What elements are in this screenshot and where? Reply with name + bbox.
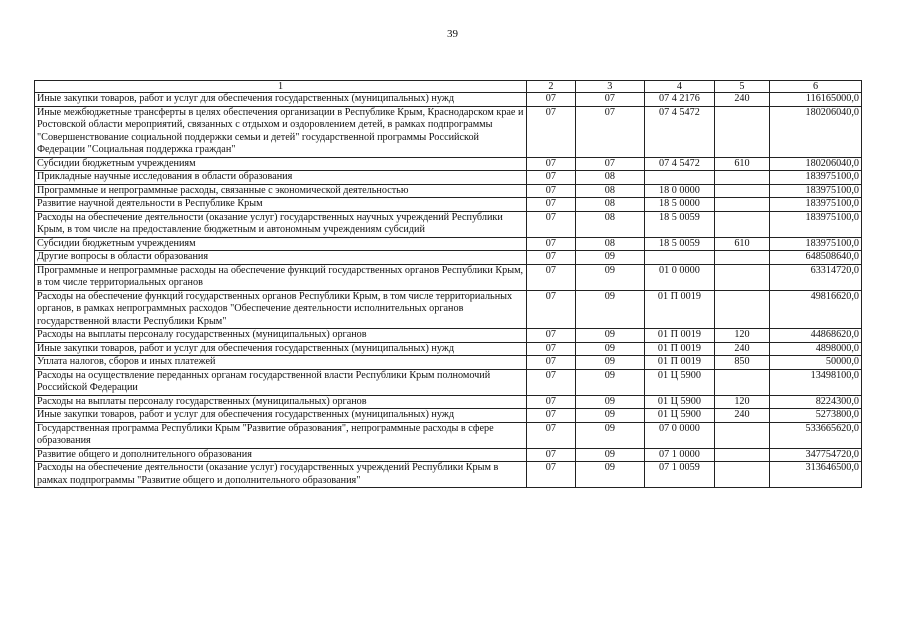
row-section-cell: 07 [527,157,575,171]
table-row [35,93,862,107]
row-expense-type-cell [714,369,769,395]
table-row [35,329,862,343]
row-expense-type-cell: 120 [714,329,769,343]
row-target-code-cell: 01 П 0019 [645,290,715,329]
row-expense-type-cell: 610 [714,237,769,251]
row-target-code-cell [645,251,715,265]
row-section-cell: 07 [527,448,575,462]
row-expense-type-cell [714,198,769,212]
row-target-code-cell: 01 Ц 5900 [645,369,715,395]
row-target-code-cell: 18 5 0059 [645,237,715,251]
row-section-cell: 07 [527,184,575,198]
row-name-cell: Прикладные научные исследования в области образования [35,171,527,185]
row-amount-cell: 5273800,0 [770,409,862,423]
header-cell: 3 [575,81,645,93]
table-row [35,198,862,212]
row-target-code-cell: 01 П 0019 [645,356,715,370]
row-expense-type-cell [714,462,769,488]
row-name-cell: Расходы на выплаты персоналу государственных (муниципальных) органов [35,329,527,343]
row-name-cell: Программные и непрограммные расходы, связанные с экономической деятельностью [35,184,527,198]
row-target-code-cell: 01 П 0019 [645,342,715,356]
row-section-cell: 07 [527,409,575,423]
row-amount-cell: 183975100,0 [770,184,862,198]
budget-table [34,80,862,488]
table-row [35,237,862,251]
table-row [35,184,862,198]
row-subsection-cell: 08 [575,198,645,212]
row-subsection-cell: 09 [575,422,645,448]
row-subsection-cell: 09 [575,395,645,409]
row-amount-cell: 4898000,0 [770,342,862,356]
row-section-cell: 07 [527,237,575,251]
row-expense-type-cell [714,211,769,237]
row-name-cell: Субсидии бюджетным учреждениям [35,157,527,171]
row-target-code-cell: 18 0 0000 [645,184,715,198]
row-subsection-cell: 08 [575,171,645,185]
row-name-cell: Расходы на обеспечение функций государственных органов Республики Крым, в том числе территориальных органов, в рамках непрограммных расходов "Обеспечение деятельности исполнительных органов государственной власти Республики Крым" [35,290,527,329]
row-target-code-cell: 01 Ц 5900 [645,395,715,409]
row-subsection-cell: 09 [575,369,645,395]
row-amount-cell: 180206040,0 [770,106,862,157]
row-section-cell: 07 [527,290,575,329]
row-name-cell: Расходы на обеспечение деятельности (оказание услуг) государственных научных учреждений Республики Крым, в том числе на предоставление бюджетным и автономным учреждениям субсидий [35,211,527,237]
row-name-cell: Уплата налогов, сборов и иных платежей [35,356,527,370]
row-expense-type-cell [714,184,769,198]
table-row [35,157,862,171]
row-expense-type-cell [714,422,769,448]
row-section-cell: 07 [527,369,575,395]
header-cell: 2 [527,81,575,93]
row-expense-type-cell [714,106,769,157]
table-row [35,409,862,423]
row-section-cell: 07 [527,422,575,448]
row-name-cell: Другие вопросы в области образования [35,251,527,265]
row-name-cell: Развитие научной деятельности в Республике Крым [35,198,527,212]
table-row [35,395,862,409]
row-amount-cell: 116165000,0 [770,93,862,107]
row-amount-cell: 63314720,0 [770,264,862,290]
table-row [35,251,862,265]
row-target-code-cell: 07 1 0059 [645,462,715,488]
row-section-cell: 07 [527,462,575,488]
row-section-cell: 07 [527,93,575,107]
row-name-cell: Иные межбюджетные трансферты в целях обеспечения организации в Республике Крым, Краснодарском крае и Ростовской области мероприятий, связанных с отдыхом и оздоровлением детей, в рамках подпрограммы "Совершенствование социальной поддержки семьи и детей" государственной программы Российской Федерации "Социальная поддержка граждан" [35,106,527,157]
row-name-cell: Иные закупки товаров, работ и услуг для обеспечения государственных (муниципальных) нужд [35,409,527,423]
row-amount-cell: 313646500,0 [770,462,862,488]
row-expense-type-cell [714,171,769,185]
row-name-cell: Развитие общего и дополнительного образования [35,448,527,462]
row-amount-cell: 183975100,0 [770,171,862,185]
row-name-cell: Иные закупки товаров, работ и услуг для обеспечения государственных (муниципальных) нужд [35,342,527,356]
row-target-code-cell: 07 4 2176 [645,93,715,107]
page-number: 39 [447,28,458,40]
row-amount-cell: 8224300,0 [770,395,862,409]
row-name-cell: Субсидии бюджетным учреждениям [35,237,527,251]
row-subsection-cell: 09 [575,290,645,329]
row-name-cell: Иные закупки товаров, работ и услуг для обеспечения государственных (муниципальных) нужд [35,93,527,107]
row-section-cell: 07 [527,251,575,265]
table-row [35,171,862,185]
row-subsection-cell: 09 [575,329,645,343]
row-target-code-cell: 18 5 0000 [645,198,715,212]
row-subsection-cell: 08 [575,237,645,251]
row-amount-cell: 50000,0 [770,356,862,370]
row-expense-type-cell [714,264,769,290]
row-amount-cell: 49816620,0 [770,290,862,329]
row-amount-cell: 183975100,0 [770,237,862,251]
table-row [35,264,862,290]
row-expense-type-cell: 610 [714,157,769,171]
row-subsection-cell: 09 [575,356,645,370]
table-row [35,342,862,356]
row-target-code-cell: 01 П 0019 [645,329,715,343]
row-subsection-cell: 09 [575,342,645,356]
row-subsection-cell: 07 [575,157,645,171]
row-subsection-cell: 09 [575,462,645,488]
table-row [35,422,862,448]
row-expense-type-cell: 120 [714,395,769,409]
row-subsection-cell: 09 [575,409,645,423]
row-section-cell: 07 [527,395,575,409]
row-target-code-cell: 07 1 0000 [645,448,715,462]
row-subsection-cell: 07 [575,106,645,157]
header-cell: 6 [770,81,862,93]
row-section-cell: 07 [527,264,575,290]
row-expense-type-cell [714,251,769,265]
row-amount-cell: 347754720,0 [770,448,862,462]
row-amount-cell: 533665620,0 [770,422,862,448]
row-subsection-cell: 09 [575,251,645,265]
row-section-cell: 07 [527,211,575,237]
row-section-cell: 07 [527,171,575,185]
row-subsection-cell: 09 [575,264,645,290]
row-target-code-cell: 01 0 0000 [645,264,715,290]
row-target-code-cell: 18 5 0059 [645,211,715,237]
row-amount-cell: 648508640,0 [770,251,862,265]
row-name-cell: Расходы на осуществление переданных органам государственной власти Республики Крым полномочий Российской Федерации [35,369,527,395]
row-name-cell: Государственная программа Республики Крым "Развитие образования", непрограммные расходы в сфере образования [35,422,527,448]
row-expense-type-cell: 850 [714,356,769,370]
row-section-cell: 07 [527,356,575,370]
row-name-cell: Программные и непрограммные расходы на обеспечение функций государственных органов Республики Крым, в том числе территориальных органов [35,264,527,290]
row-amount-cell: 44868620,0 [770,329,862,343]
table-row [35,211,862,237]
row-section-cell: 07 [527,106,575,157]
row-expense-type-cell [714,448,769,462]
table-row [35,290,862,329]
row-amount-cell: 183975100,0 [770,211,862,237]
table-row [35,369,862,395]
row-subsection-cell: 09 [575,448,645,462]
row-subsection-cell: 07 [575,93,645,107]
row-expense-type-cell: 240 [714,93,769,107]
row-name-cell: Расходы на обеспечение деятельности (оказание услуг) государственных учреждений Республики Крым в рамках подпрограммы "Развитие общего и дополнительного образования" [35,462,527,488]
table-header-row [35,81,862,93]
row-amount-cell: 13498100,0 [770,369,862,395]
row-subsection-cell: 08 [575,211,645,237]
row-expense-type-cell [714,290,769,329]
row-target-code-cell [645,171,715,185]
header-cell: 5 [714,81,769,93]
table-row [35,448,862,462]
row-target-code-cell: 07 4 5472 [645,106,715,157]
table-row [35,462,862,488]
row-expense-type-cell: 240 [714,409,769,423]
row-amount-cell: 183975100,0 [770,198,862,212]
row-section-cell: 07 [527,198,575,212]
table-row [35,356,862,370]
row-name-cell: Расходы на выплаты персоналу государственных (муниципальных) органов [35,395,527,409]
row-amount-cell: 180206040,0 [770,157,862,171]
row-subsection-cell: 08 [575,184,645,198]
header-cell: 4 [645,81,715,93]
table-row [35,106,862,157]
row-target-code-cell: 01 Ц 5900 [645,409,715,423]
row-target-code-cell: 07 0 0000 [645,422,715,448]
row-section-cell: 07 [527,342,575,356]
row-expense-type-cell: 240 [714,342,769,356]
header-cell: 1 [35,81,527,93]
row-target-code-cell: 07 4 5472 [645,157,715,171]
row-section-cell: 07 [527,329,575,343]
